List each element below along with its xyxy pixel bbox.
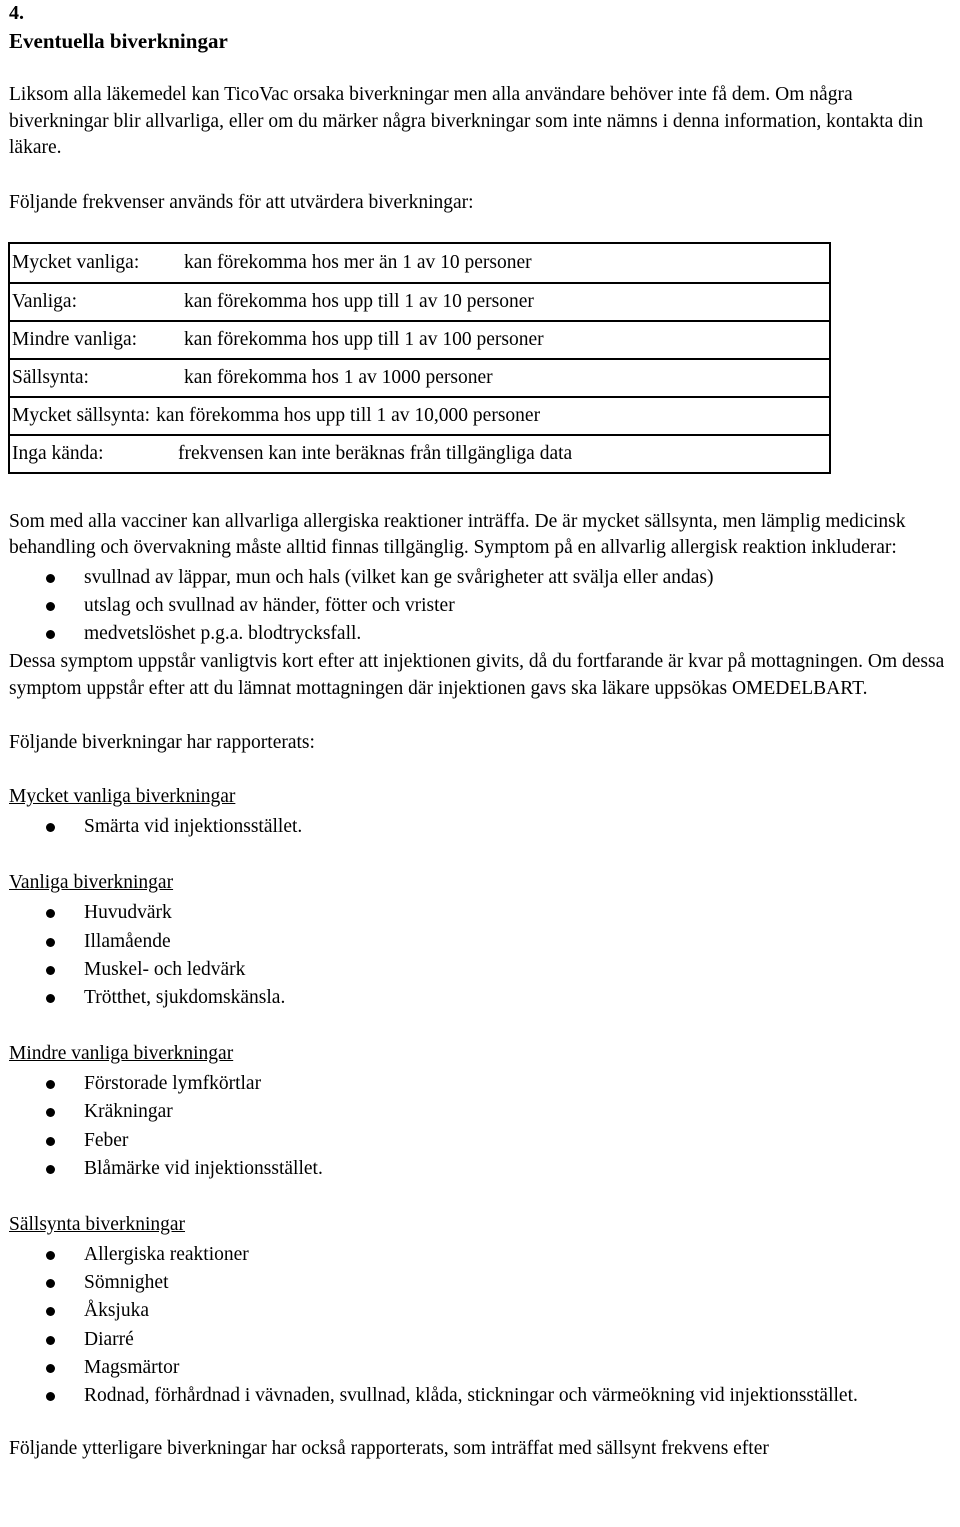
list-item: [9, 1127, 954, 1155]
section-number: 4.: [9, 2, 24, 24]
list-item: [9, 1382, 954, 1410]
list-item: [9, 813, 954, 841]
list-item: [9, 1155, 954, 1183]
reported-intro: Följande biverkningar har rapporterats:: [9, 732, 315, 754]
frequency-row: [10, 434, 829, 472]
list-item: [9, 1241, 954, 1269]
list-item: [9, 899, 954, 927]
bullet-icon: [46, 994, 55, 1003]
document-page: [9, 0, 954, 1462]
frequency-term: Mindre vanliga:: [12, 328, 138, 350]
bullet-icon: [46, 823, 55, 832]
list-item: [9, 928, 954, 956]
list-item-text: Diarré: [84, 1328, 134, 1350]
list-item: [9, 1326, 954, 1354]
list-item-text: Muskel- och ledvärk: [84, 958, 246, 980]
intro-paragraph: Liksom alla läkemedel kan TicoVac orsaka biverkningar men alla användare behöver inte få dem. Om några biverkningar blir allvarliga, eller om du märker några biverkningar som inte nämns i denna information, kontakta din läkare.: [9, 84, 924, 158]
bullet-icon: [46, 630, 55, 639]
bullet-icon: [46, 1251, 55, 1260]
list-item-text: Huvudvärk: [84, 902, 172, 924]
list-item: [9, 1354, 954, 1382]
list-item: [9, 620, 954, 648]
frequency-row: [10, 320, 829, 358]
bullet-icon: [46, 1080, 55, 1089]
symptom-note-paragraph: Dessa symptom uppstår vanligtvis kort efter att injektionen givits, då du fortfarande är kvar på mottagningen. Om dessa symptom uppstår efter att du lämnat mottagningen där injektionen gavs ska läkare uppsökas OMEDELBART.: [9, 651, 945, 700]
frequency-term: Vanliga:: [12, 290, 77, 312]
list-item-text: Åksjuka: [84, 1300, 149, 1322]
list-item-text: Allergiska reaktioner: [84, 1243, 249, 1265]
bullet-icon: [46, 1392, 55, 1401]
list-item: [9, 564, 954, 592]
frequency-term: Inga kända:: [12, 442, 104, 464]
frequency-row: [10, 358, 829, 396]
list-item-text: Smärta vid injektionsstället.: [84, 816, 303, 838]
frequency-row: [10, 396, 829, 434]
list-item: [9, 592, 954, 620]
list-item-text: Förstorade lymfkörtlar: [84, 1073, 262, 1095]
list-item-text: Trötthet, sjukdomskänsla.: [84, 986, 286, 1008]
final-paragraph: Följande ytterligare biverkningar har också rapporterats, som inträffat med sällsynt frekvens efter: [9, 1438, 769, 1460]
frequency-term: Sällsynta:: [12, 366, 89, 388]
bullet-icon: [46, 1364, 55, 1373]
bullet-icon: [46, 1336, 55, 1345]
list-item: [9, 1269, 954, 1297]
allergy-paragraph: Som med alla vacciner kan allvarliga allergiska reaktioner inträffa. De är mycket sällsynta, men lämplig medicinsk behandling och övervakning måste alltid finnas tillgänglig. Symptom på en allvarlig allergisk reaktion inkluderar:: [9, 510, 906, 558]
list-item: [9, 1297, 954, 1325]
bullet-icon: [46, 938, 55, 947]
list-item-text: Blåmärke vid injektionsstället.: [84, 1157, 323, 1179]
list-item-text: Feber: [84, 1129, 129, 1151]
frequency-intro: Följande frekvenser används för att utvärdera biverkningar:: [9, 191, 474, 213]
group-title: Vanliga biverkningar: [9, 872, 174, 894]
bullet-icon: [46, 602, 55, 611]
list-item-text: Rodnad, förhårdnad i vävnaden, svullnad, klåda, stickningar och värmeökning vid injektionsstället.: [84, 1384, 858, 1406]
frequency-desc: kan förekomma hos upp till 1 av 10 personer: [184, 290, 534, 312]
side-effect-list: [9, 1241, 954, 1410]
list-item-text: Kräkningar: [84, 1101, 173, 1123]
list-item: [9, 1098, 954, 1126]
bullet-icon: [46, 574, 55, 583]
frequency-desc: frekvensen kan inte beräknas från tillgängliga data: [178, 442, 573, 464]
frequency-row: [10, 244, 829, 282]
frequency-term: Mycket sällsynta:: [12, 404, 151, 426]
frequency-desc: kan förekomma hos upp till 1 av 10,000 personer: [156, 404, 541, 426]
bullet-icon: [46, 966, 55, 975]
frequency-desc: kan förekomma hos 1 av 1000 personer: [184, 366, 493, 388]
list-item-text: Illamående: [84, 930, 171, 952]
side-effect-list: [9, 1070, 954, 1183]
side-effect-list: [9, 899, 954, 1012]
side-effect-list: [9, 813, 954, 841]
frequency-table: [8, 242, 831, 474]
list-item-text: utslag och svullnad av händer, fötter och vrister: [84, 594, 455, 616]
list-item-text: Sömnighet: [84, 1272, 169, 1294]
bullet-icon: [46, 1108, 55, 1117]
frequency-desc: kan förekomma hos upp till 1 av 100 personer: [184, 328, 544, 350]
frequency-desc: kan förekomma hos mer än 1 av 10 personer: [184, 251, 532, 273]
bullet-icon: [46, 1279, 55, 1288]
section-title: Eventuella biverkningar: [9, 29, 228, 53]
frequency-term: Mycket vanliga:: [12, 251, 140, 273]
frequency-row: [10, 282, 829, 320]
bullet-icon: [46, 1137, 55, 1146]
list-item-text: Magsmärtor: [84, 1356, 180, 1378]
list-item: [9, 1070, 954, 1098]
bullet-icon: [46, 1165, 55, 1174]
list-item-text: medvetslöshet p.g.a. blodtrycksfall.: [84, 622, 362, 644]
list-item: [9, 984, 954, 1012]
group-title: Sällsynta biverkningar: [9, 1213, 186, 1235]
list-item-text: svullnad av läppar, mun och hals (vilket kan ge svårigheter att svälja eller andas): [84, 566, 714, 588]
group-title: Mycket vanliga biverkningar: [9, 786, 236, 808]
group-title: Mindre vanliga biverkningar: [9, 1043, 234, 1065]
bullet-icon: [46, 1307, 55, 1316]
list-item: [9, 956, 954, 984]
bullet-icon: [46, 909, 55, 918]
allergy-symptom-list: [9, 564, 954, 649]
